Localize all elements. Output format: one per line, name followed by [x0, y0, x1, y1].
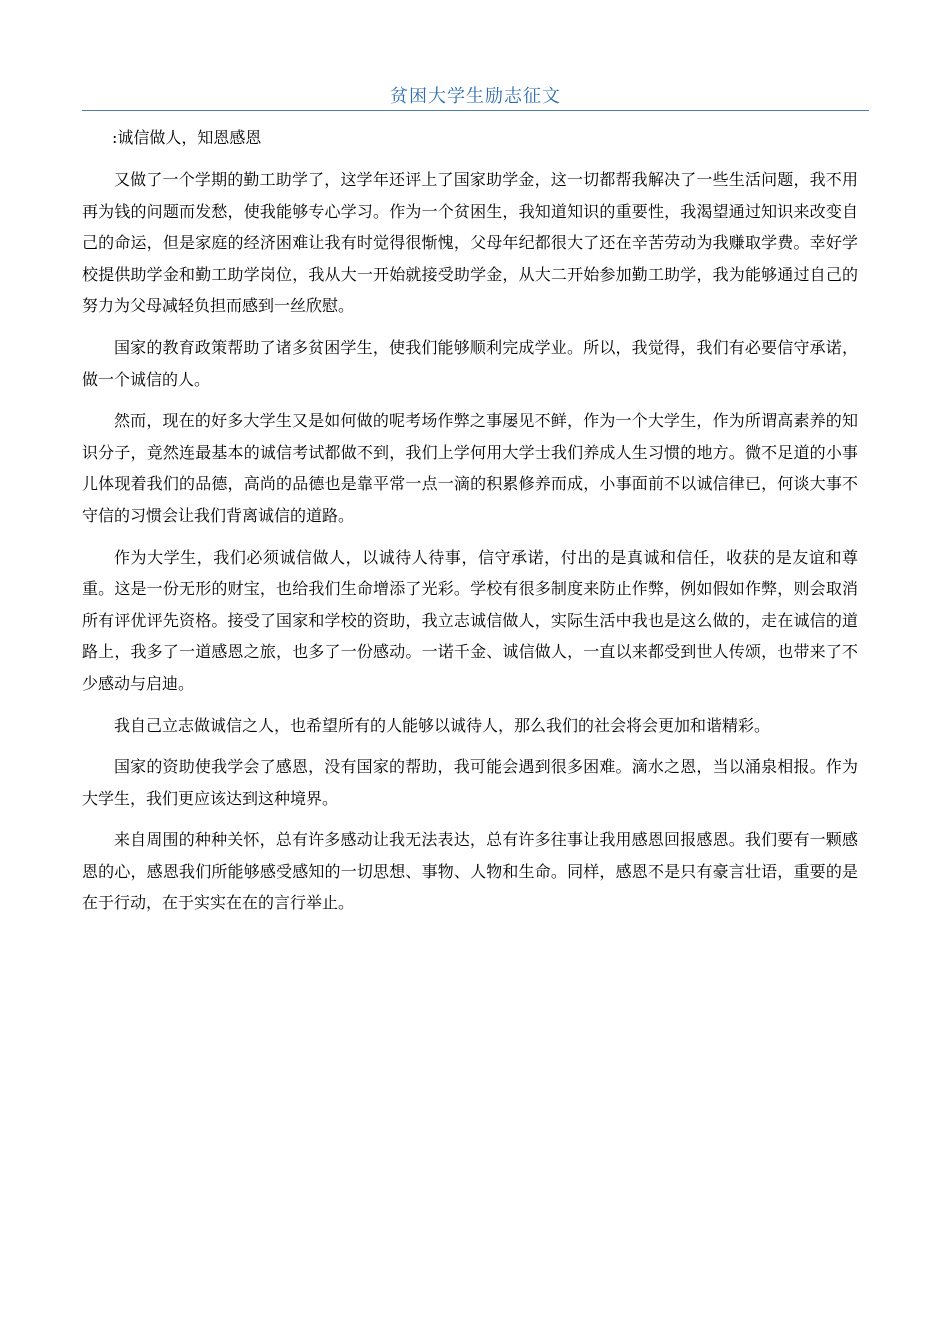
paragraph: 又做了一个学期的勤工助学了，这学年还评上了国家助学金，这一切都帮我解决了一些生活问题，我不用再为钱的问题而发愁，使我能够专心学习。作为一个贫困生，我知道知识的重要性，我渴望通过知识来改变自己的命运，但是家庭的经济困难让我有时觉得很惭愧，父母年纪都很大了还在辛苦劳动为我赚取学费。幸好学校提供助学金和勤工助学岗位，我从大一开始就接受助学金，从大二开始参加勤工助学，我为能够通过自己的努力为父母减轻负担而感到一丝欣慰。	[82, 170, 858, 316]
paragraph: 国家的教育政策帮助了诸多贫困学生，使我们能够顺利完成学业。所以，我觉得，我们有必要信守承诺，做一个诚信的人。	[82, 337, 858, 389]
document-body	[82, 122, 858, 929]
paragraph: 来自周围的种种关怀，总有许多感动让我无法表达，总有许多往事让我用感恩回报感恩。我们要有一颗感恩的心，感恩我们所能够感受感知的一切思想、事物、人物和生命。同样，感恩不是只有豪言壮语，重要的是在于行动，在于实实在在的言行举止。	[82, 830, 858, 913]
paragraph: 作为大学生，我们必须诚信做人，以诚待人待事，信守承诺，付出的是真诚和信任，收获的是友谊和尊重。这是一份无形的财宝，也给我们生命增添了光彩。学校有很多制度来防止作弊，例如假如作弊，则会取消所有评优评先资格。接受了国家和学校的资助，我立志诚信做人，实际生活中我也是这么做的，走在诚信的道路上，我多了一道感恩之旅，也多了一份感动。一诺千金、诚信做人，一直以来都受到世人传颂，也带来了不少感动与启迪。	[82, 547, 858, 693]
document-subtitle: :诚信做人，知恩感恩	[112, 128, 262, 147]
page-header	[82, 80, 869, 111]
page-title: 贫困大学生励志征文	[390, 86, 561, 107]
paragraph: 国家的资助使我学会了感恩，没有国家的帮助，我可能会遇到很多困难。滴水之恩，当以涌泉相报。作为大学生，我们更应该达到这种境界。	[82, 757, 858, 808]
paragraph: 我自己立志做诚信之人，也希望所有的人能够以诚待人，那么我们的社会将会更加和谐精彩。	[114, 715, 771, 735]
paragraph: 然而，现在的好多大学生又是如何做的呢考场作弊之事屡见不鲜，作为一个大学生，作为所谓高素养的知识分子，竟然连最基本的诚信考试都做不到，我们上学何用大学士我们养成人生习惯的地方。微不足道的小事儿体现着我们的品德，高尚的品德也是靠平常一点一滴的积累修养而成，小事面前不以诚信律已，何谈大事不守信的习惯会让我们背离诚信的道路。	[82, 411, 858, 525]
